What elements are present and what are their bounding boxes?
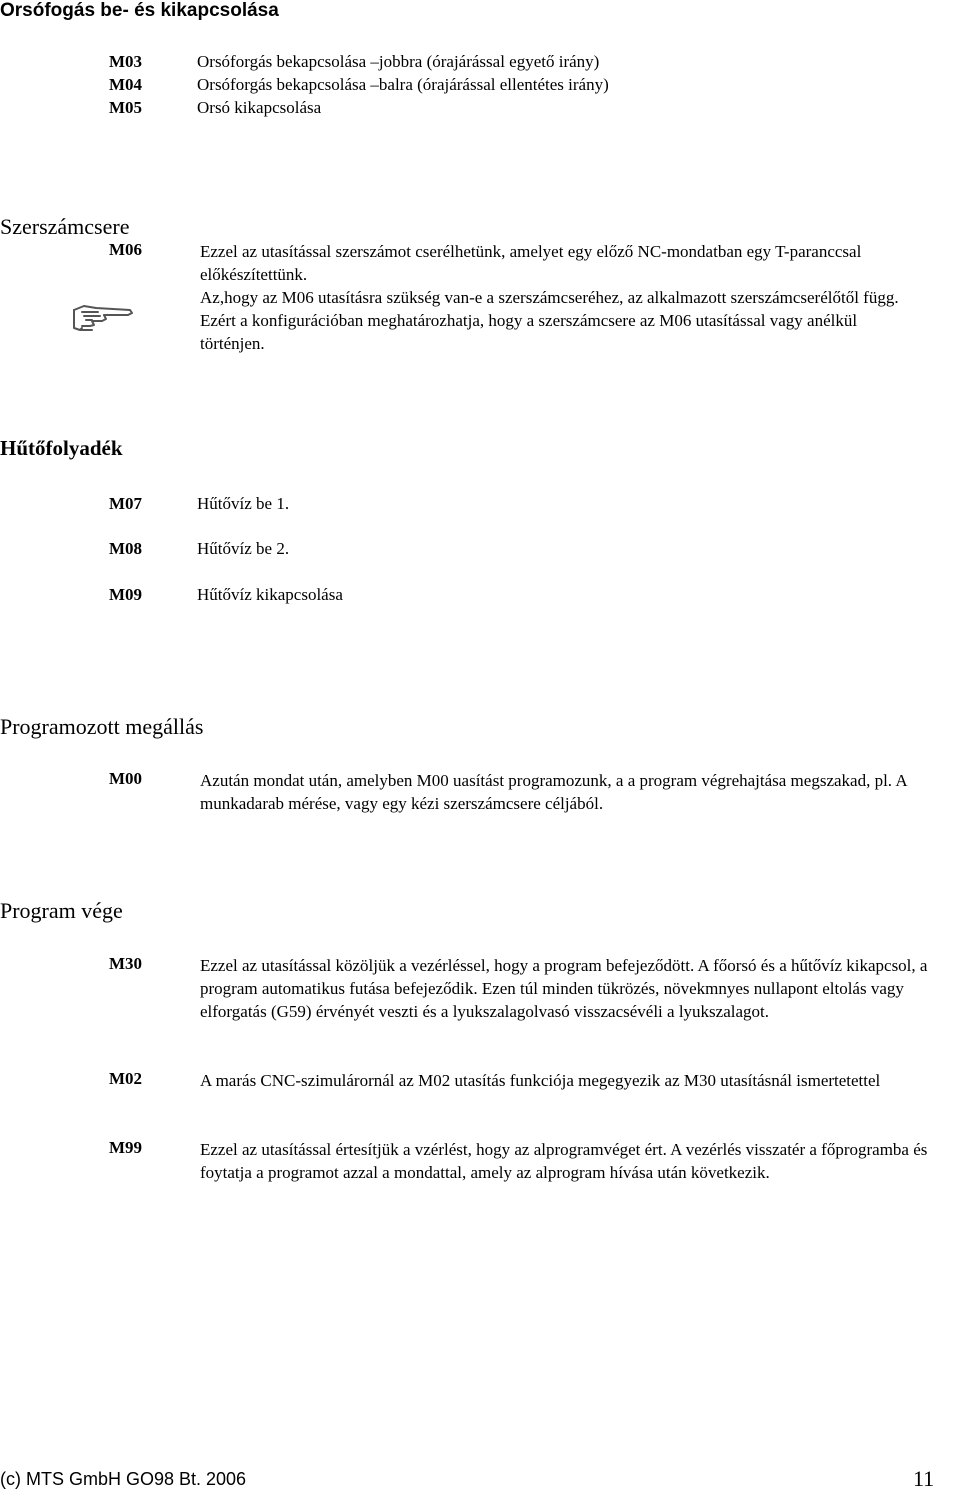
desc-m03: Orsóforgás bekapcsolása –jobbra (órajárással egyető irány) bbox=[197, 52, 600, 71]
desc-m00: Azután mondat után, amelyben M00 uasítást programozunk, a a program végrehajtása megszakad, pl. A munkadarab mérése, vagy egy kézi szerszámcsere céljából. bbox=[200, 771, 907, 813]
section-title-program-end: Program vége bbox=[0, 898, 123, 923]
desc-m07: Hűtővíz be 1. bbox=[197, 494, 290, 513]
code-m05: M05 bbox=[109, 98, 143, 117]
code-m07: M07 bbox=[109, 494, 143, 513]
code-m03: M03 bbox=[109, 52, 143, 71]
desc-m04: Orsóforgás bekapcsolása –balra (órajárással ellentétes irány) bbox=[197, 75, 609, 94]
section-title-tool-change: Szerszámcsere bbox=[0, 214, 130, 239]
code-m09: M09 bbox=[109, 585, 143, 604]
pointing-hand-icon bbox=[70, 300, 136, 334]
code-m00: M00 bbox=[109, 769, 143, 788]
code-m99: M99 bbox=[109, 1138, 143, 1157]
code-m30: M30 bbox=[109, 954, 143, 973]
code-m04: M04 bbox=[109, 75, 143, 94]
section-title-spindle: Orsófogás be- és kikapcsolása bbox=[0, 0, 279, 21]
desc-m05: Orsó kikapcsolása bbox=[197, 98, 322, 117]
code-m02: M02 bbox=[109, 1069, 143, 1088]
section-title-programmed-stop: Programozott megállás bbox=[0, 714, 204, 739]
footer-copyright: (c) MTS GmbH GO98 Bt. 2006 bbox=[0, 1469, 247, 1489]
page-number: 11 bbox=[913, 1466, 935, 1491]
code-m06: M06 bbox=[109, 240, 143, 259]
desc-m08: Hűtővíz be 2. bbox=[197, 539, 290, 558]
section-title-coolant: Hűtőfolyadék bbox=[0, 436, 123, 460]
desc-m02: A marás CNC-szimulárornál az M02 utasítás funkciója megegyezik az M30 utasításnál ismertetettel bbox=[200, 1071, 881, 1090]
desc-m09: Hűtővíz kikapcsolása bbox=[197, 585, 343, 604]
desc-m06: Ezzel az utasítással szerszámot cserélhetünk, amelyet egy előző NC-mondatban egy T-paranccsal előkészítettünk. bbox=[200, 242, 862, 284]
note-m06: Az,hogy az M06 utasításra szükség van-e a szerszámcseréhez, az alkalmazott szerszámcserélőtől függ. Ezért a konfigurációban meghatározhatja, hogy a szerszámcsere az M06 utasítással vagy anélkül történjen. bbox=[200, 288, 899, 353]
code-m08: M08 bbox=[109, 539, 143, 558]
desc-m30: Ezzel az utasítással közöljük a vezérléssel, hogy a program befejeződött. A főorsó és a hűtővíz kikapcsol, a program automatikus futása befejeződik. Ezen túl minden tükrözés, növekmnyes nullapont eltolás vagy elforgatás (G59) érvényét veszti és a lyukszalagolvasó visszacsévéli a lyukszalagot. bbox=[200, 956, 928, 1021]
desc-m99: Ezzel az utasítással értesítjük a vzérlést, hogy az alprogramvéget ért. A vezérlés visszatér a főprogramba és foytatja a programot azzal a mondattal, amely az alprogram hívása után következik. bbox=[200, 1140, 928, 1182]
